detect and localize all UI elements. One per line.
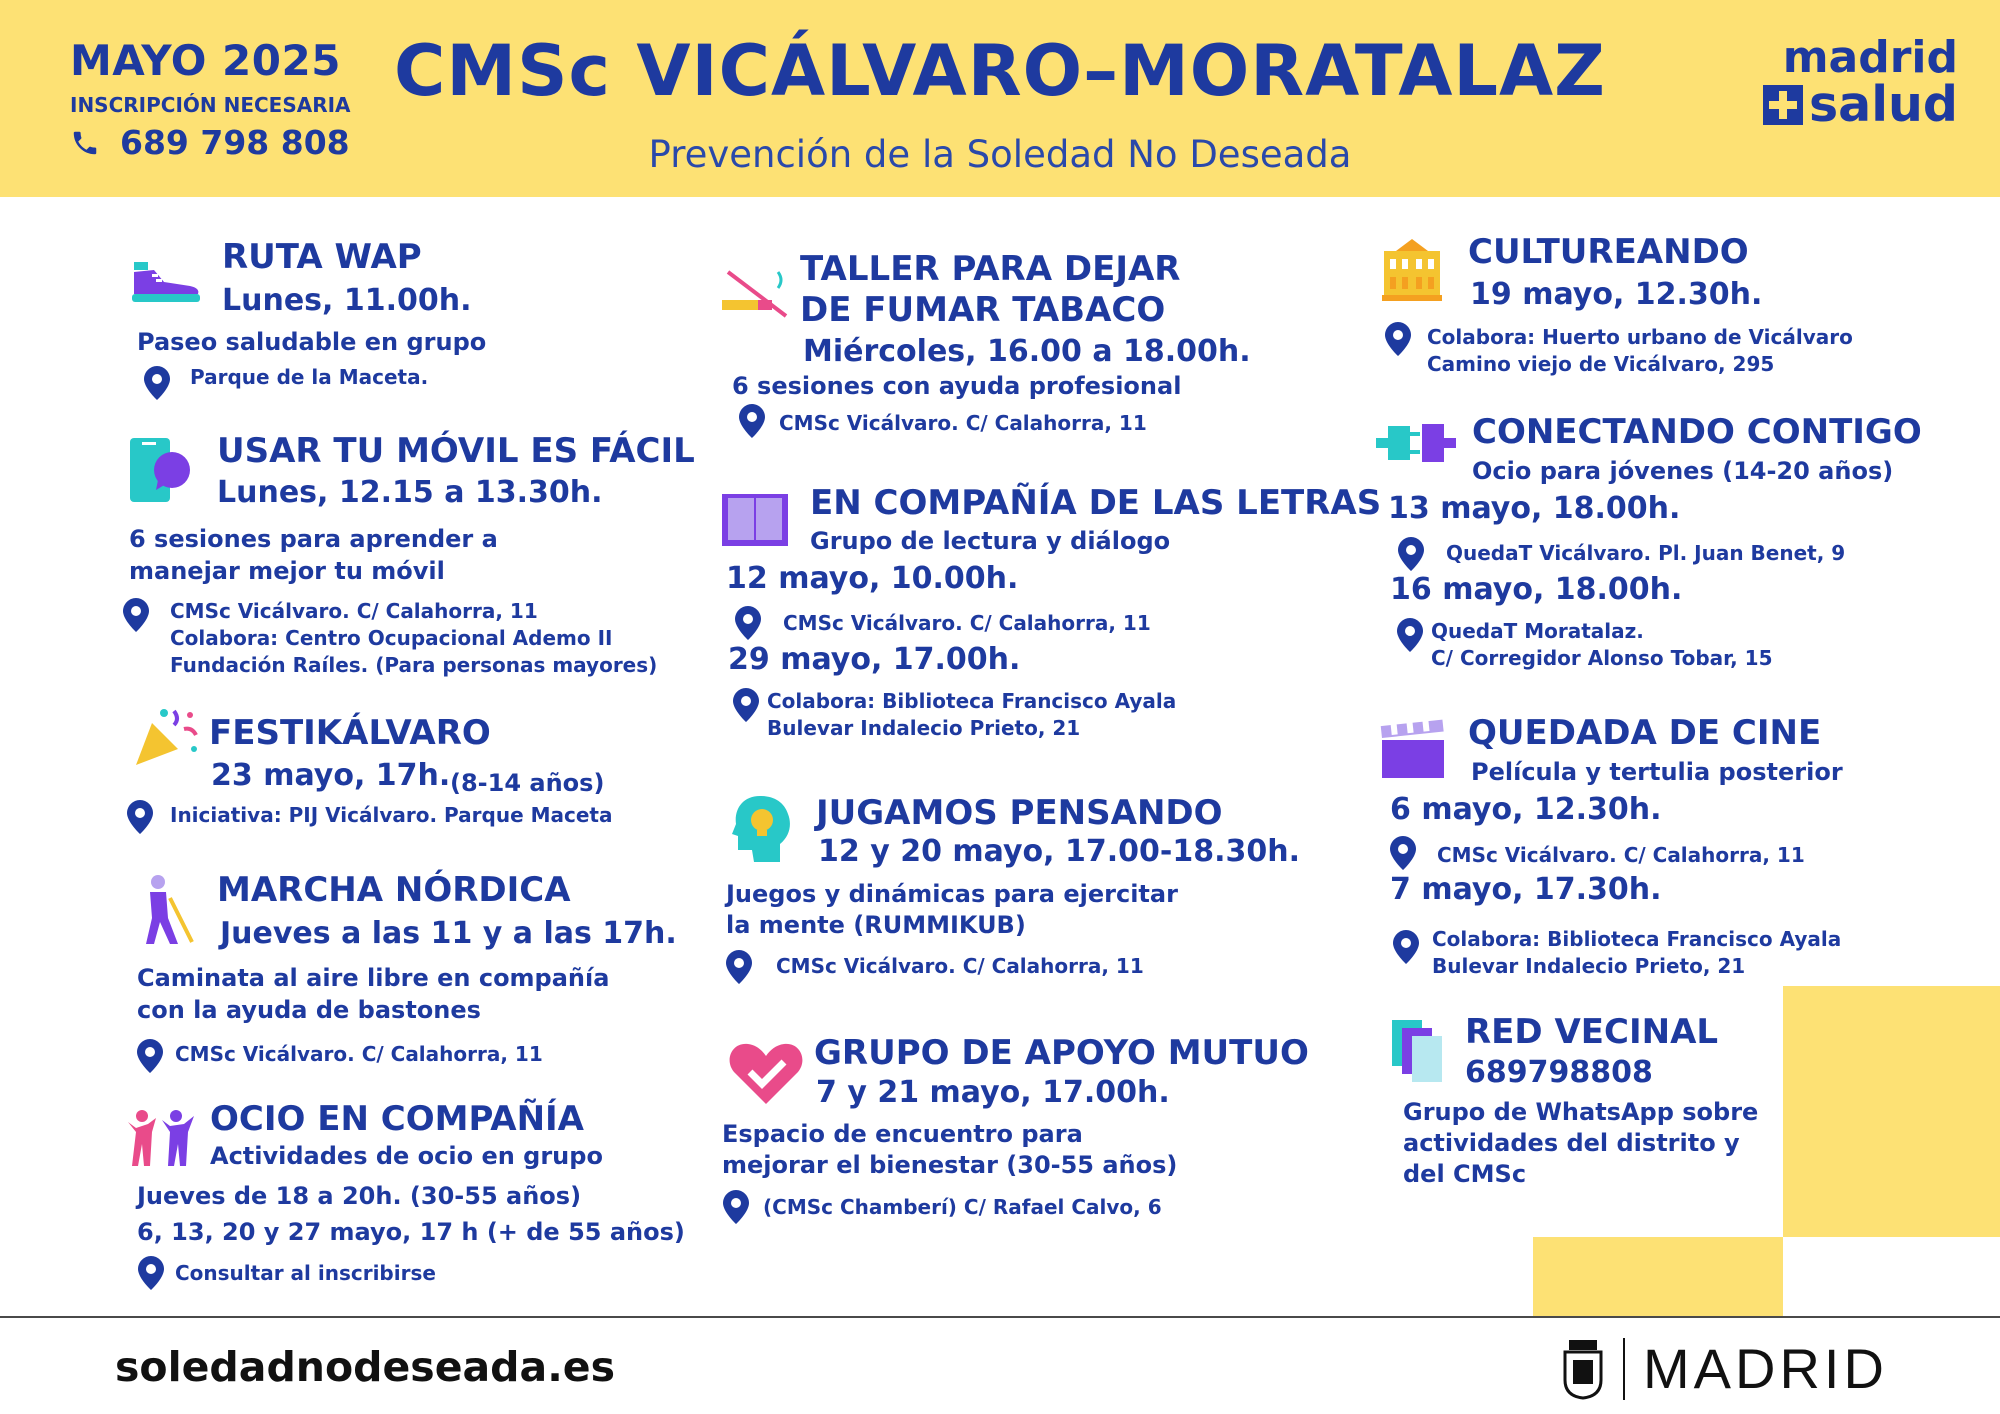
location-pin-icon	[735, 606, 761, 640]
plug-connector-icon	[1374, 420, 1458, 466]
taller-title2: DE FUMAR TABACO	[800, 290, 1166, 330]
coat-of-arms-icon	[1561, 1338, 1605, 1400]
conect-sub: Ocio para jóvenes (14-20 años)	[1472, 457, 1894, 485]
stacked-pages-icon	[1390, 1018, 1446, 1084]
month-label: MAYO 2025	[70, 36, 341, 85]
cultu-title: CULTUREANDO	[1468, 232, 1749, 272]
clapperboard-icon	[1380, 718, 1446, 780]
location-pin-icon	[123, 598, 149, 632]
letras-loc2a: Colabora: Biblioteca Francisco Ayala	[767, 689, 1177, 713]
movil-desc2: manejar mejor tu móvil	[129, 557, 445, 585]
movil-title: USAR TU MÓVIL ES FÁCIL	[217, 431, 695, 471]
conect-title: CONECTANDO CONTIGO	[1472, 412, 1922, 452]
taller-title1: TALLER PARA DEJAR	[800, 249, 1181, 289]
red-desc3: del CMSc	[1403, 1160, 1527, 1188]
cine-date2: 7 mayo, 17.30h.	[1390, 872, 1662, 907]
head-lightbulb-icon	[730, 794, 796, 864]
ruta-title: RUTA WAP	[222, 237, 422, 277]
movil-loc	[170, 598, 657, 679]
movil-time: Lunes, 12.15 a 13.30h.	[217, 475, 603, 510]
apoyo-title: GRUPO DE APOYO MUTUO	[814, 1033, 1309, 1073]
apoyo-desc1: Espacio de encuentro para	[722, 1120, 1083, 1148]
letras-title: EN COMPAÑÍA DE LAS LETRAS	[810, 483, 1382, 523]
ruta-desc: Paseo saludable en grupo	[137, 328, 487, 356]
conect-loc2	[1431, 618, 1772, 672]
jugamos-desc2: la mente (RUMMIKUB)	[726, 911, 1026, 939]
marcha-time: Jueves a las 11 y a las 17h.	[220, 916, 677, 951]
conect-loc1: QuedaT Vicálvaro. Pl. Juan Benet, 9	[1446, 541, 1846, 565]
cine-loc2a: Colabora: Biblioteca Francisco Ayala	[1432, 927, 1842, 951]
jugamos-time: 12 y 20 mayo, 17.00-18.30h.	[818, 834, 1300, 869]
ocio-title: OCIO EN COMPAÑÍA	[210, 1099, 584, 1139]
taller-time: Miércoles, 16.00 a 18.00h.	[803, 334, 1251, 369]
madrid-logo	[1561, 1336, 1888, 1401]
no-smoking-icon	[720, 268, 790, 318]
movil-loc3: Fundación Raíles. (Para personas mayores)	[170, 653, 658, 677]
party-popper-icon	[134, 705, 200, 767]
apoyo-desc2: mejorar el bienestar (30-55 años)	[722, 1151, 1178, 1179]
location-pin-icon	[739, 404, 765, 438]
madrid-wordmark: MADRID	[1643, 1337, 1888, 1400]
letras-date1: 12 mayo, 10.00h.	[726, 561, 1019, 596]
decor-block	[1783, 986, 2000, 1237]
location-pin-icon	[1398, 537, 1424, 571]
red-desc2: actividades del distrito y	[1403, 1129, 1740, 1157]
open-book-icon	[720, 490, 790, 548]
location-pin-icon	[1397, 618, 1423, 652]
page-subtitle: Prevención de la Soledad No Deseada	[648, 133, 1352, 176]
page-title: CMSc VICÁLVARO–MORATALAZ	[394, 30, 1606, 112]
conect-loc2b: C/ Corregidor Alonso Tobar, 15	[1431, 646, 1773, 670]
taller-desc: 6 sesiones con ayuda profesional	[732, 372, 1182, 400]
ocio-time1: Jueves de 18 a 20h. (30-55 años)	[137, 1182, 582, 1210]
conect-loc2a: QuedaT Moratalaz.	[1431, 619, 1644, 643]
cross-icon	[1763, 85, 1803, 125]
letras-date2: 29 mayo, 17.00h.	[728, 642, 1021, 677]
jugamos-title: JUGAMOS PENSANDO	[816, 793, 1223, 833]
ocio-sub: Actividades de ocio en grupo	[210, 1142, 603, 1170]
jugamos-desc1: Juegos y dinámicas para ejercitar	[726, 880, 1178, 908]
letras-loc2	[767, 688, 1176, 742]
festi-time: 23 mayo, 17h.	[211, 758, 451, 793]
taller-loc: CMSc Vicálvaro. C/ Calahorra, 11	[779, 411, 1147, 435]
location-pin-icon	[1385, 322, 1411, 356]
cultu-loc2: Camino viejo de Vicálvaro, 295	[1427, 352, 1775, 376]
brand-line2: salud	[1809, 76, 1958, 133]
madrid-salud-logo	[1763, 32, 1958, 133]
cine-loc2	[1432, 926, 1841, 980]
ruta-time: Lunes, 11.00h.	[222, 283, 472, 318]
letras-sub: Grupo de lectura y diálogo	[810, 527, 1171, 555]
marcha-loc: CMSc Vicálvaro. C/ Calahorra, 11	[175, 1042, 543, 1066]
jugamos-loc: CMSc Vicálvaro. C/ Calahorra, 11	[776, 954, 1144, 978]
cine-sub: Película y tertulia posterior	[1471, 758, 1843, 786]
location-pin-icon	[144, 366, 170, 400]
location-pin-icon	[733, 688, 759, 722]
location-pin-icon	[127, 800, 153, 834]
festi-loc: Iniciativa: PIJ Vicálvaro. Parque Maceta	[170, 803, 613, 827]
letras-loc2b: Bulevar Indalecio Prieto, 21	[767, 716, 1081, 740]
marcha-title: MARCHA NÓRDICA	[217, 870, 571, 910]
registration-note: INSCRIPCIÓN NECESARIA	[70, 93, 351, 117]
red-phone[interactable]: 689798808	[1465, 1055, 1653, 1090]
apoyo-time: 7 y 21 mayo, 17.00h.	[816, 1075, 1170, 1110]
conect-date2: 16 mayo, 18.00h.	[1390, 572, 1683, 607]
mobile-chat-icon	[128, 436, 194, 506]
movil-loc2: Colabora: Centro Ocupacional Ademo II	[170, 626, 613, 650]
decor-block	[1533, 1237, 1783, 1317]
marcha-desc1: Caminata al aire libre en compañía	[137, 964, 610, 992]
location-pin-icon	[723, 1190, 749, 1224]
ocio-time2: 6, 13, 20 y 27 mayo, 17 h (+ de 55 años)	[137, 1218, 685, 1246]
letras-loc1: CMSc Vicálvaro. C/ Calahorra, 11	[783, 611, 1151, 635]
red-desc1: Grupo de WhatsApp sobre	[1403, 1098, 1759, 1126]
people-dancing-icon	[126, 1108, 196, 1168]
apoyo-loc: (CMSc Chamberí) C/ Rafael Calvo, 6	[763, 1195, 1162, 1219]
marcha-desc2: con la ayuda de bastones	[137, 996, 481, 1024]
ocio-loc: Consultar al inscribirse	[175, 1261, 436, 1285]
cine-title: QUEDADA DE CINE	[1468, 713, 1822, 753]
festi-age: (8-14 años)	[450, 769, 605, 797]
location-pin-icon	[726, 950, 752, 984]
cultu-loc	[1427, 324, 1853, 378]
cultu-loc1: Colabora: Huerto urbano de Vicálvaro	[1427, 325, 1853, 349]
location-pin-icon	[138, 1256, 164, 1290]
brand-line1: madrid	[1782, 32, 1958, 83]
location-pin-icon	[137, 1039, 163, 1073]
heart-check-icon	[728, 1040, 804, 1106]
sneaker-icon	[130, 258, 202, 304]
red-title: RED VECINAL	[1465, 1012, 1719, 1052]
website-link[interactable]: soledadnodeseada.es	[115, 1343, 615, 1391]
movil-loc1: CMSc Vicálvaro. C/ Calahorra, 11	[170, 599, 538, 623]
ruta-loc: Parque de la Maceta.	[190, 365, 429, 389]
conect-date1: 13 mayo, 18.00h.	[1388, 491, 1681, 526]
cultu-time: 19 mayo, 12.30h.	[1470, 277, 1763, 312]
footer-divider	[0, 1316, 2000, 1318]
theater-building-icon	[1380, 237, 1444, 303]
location-pin-icon	[1390, 836, 1416, 870]
nordic-walker-icon	[138, 874, 196, 946]
movil-desc1: 6 sesiones para aprender a	[129, 525, 498, 553]
phone-number: 689 798 808	[120, 123, 350, 162]
cine-loc2b: Bulevar Indalecio Prieto, 21	[1432, 954, 1746, 978]
logo-divider	[1623, 1338, 1625, 1400]
location-pin-icon	[1393, 930, 1419, 964]
cine-loc1: CMSc Vicálvaro. C/ Calahorra, 11	[1437, 843, 1805, 867]
cine-date1: 6 mayo, 12.30h.	[1390, 792, 1662, 827]
festi-title: FESTIKÁLVARO	[209, 713, 491, 753]
